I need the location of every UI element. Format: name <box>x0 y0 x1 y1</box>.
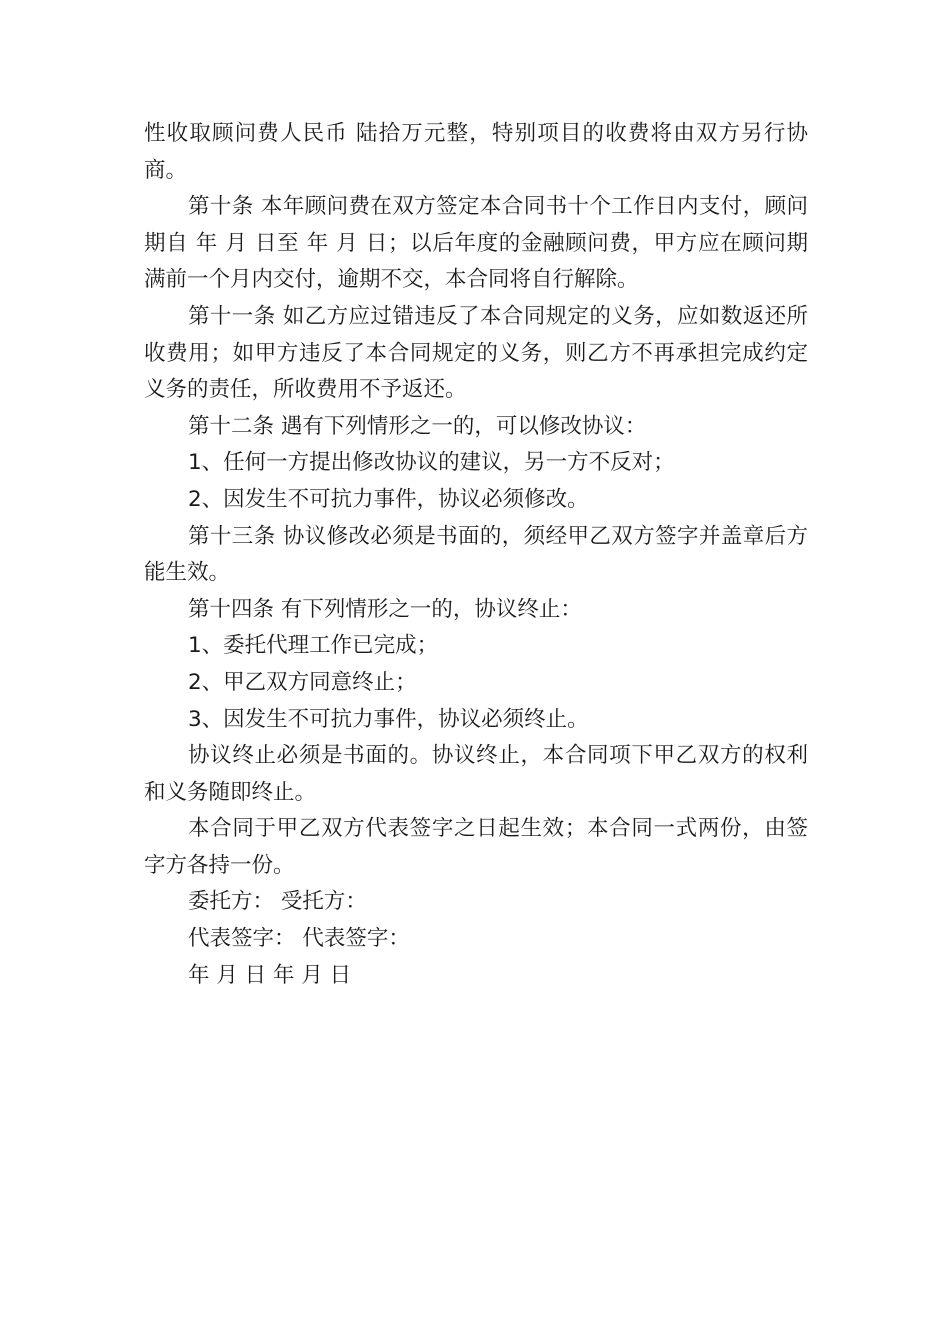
paragraph-termination-written: 协议终止必须是书面的。协议终止，本合同项下甲乙双方的权利和义务随即终止。 <box>144 743 808 805</box>
paragraph-article-12: 第十二条 遇有下列情形之一的，可以修改协议： <box>188 413 647 439</box>
list-item-terminate-2: 2、甲乙双方同意终止； <box>188 669 417 695</box>
signature-parties-line: 委托方： 受托方： <box>188 889 367 915</box>
list-item-terminate-1: 1、委托代理工作已完成； <box>188 633 439 659</box>
list-item-modify-2: 2、因发生不可抗力事件，协议必须修改。 <box>188 486 589 512</box>
signature-representatives-line: 代表签字： 代表签字： <box>188 926 410 952</box>
paragraph-article-11: 第十一条 如乙方应过错违反了本合同规定的义务，应如数返还所收费用；如甲方违反了本合同规定的义务，则乙方不再承担完成约定义务的责任，所收费用不予返还。 <box>144 303 808 403</box>
paragraph-article-14: 第十四条 有下列情形之一的，协议终止： <box>188 596 582 622</box>
list-item-modify-1: 1、任何一方提出修改协议的建议，另一方不反对； <box>188 450 675 476</box>
paragraph-article-10: 第十条 本年顾问费在双方签定本合同书十个工作日内支付，顾问期自 年 月 日至 年 月 日；以后年度的金融顾问费，甲方应在顾问期满前一个月内交付，逾期不交，本合同将自行解除。 <box>144 194 808 293</box>
document-body <box>144 116 808 994</box>
paragraph-fee-continuation: 性收取顾问费人民币 陆拾万元整，特别项目的收费将由双方另行协商。 <box>144 121 808 183</box>
signature-date-line: 年 月 日 年 月 日 <box>188 962 352 988</box>
paragraph-effective-date: 本合同于甲乙双方代表签字之日起生效；本合同一式两份，由签字方各持一份。 <box>144 816 808 878</box>
paragraph-article-13: 第十三条 协议修改必须是书面的，须经甲乙双方签字并盖章后方能生效。 <box>144 523 808 586</box>
list-item-terminate-3: 3、因发生不可抗力事件，协议必须终止。 <box>188 706 589 732</box>
